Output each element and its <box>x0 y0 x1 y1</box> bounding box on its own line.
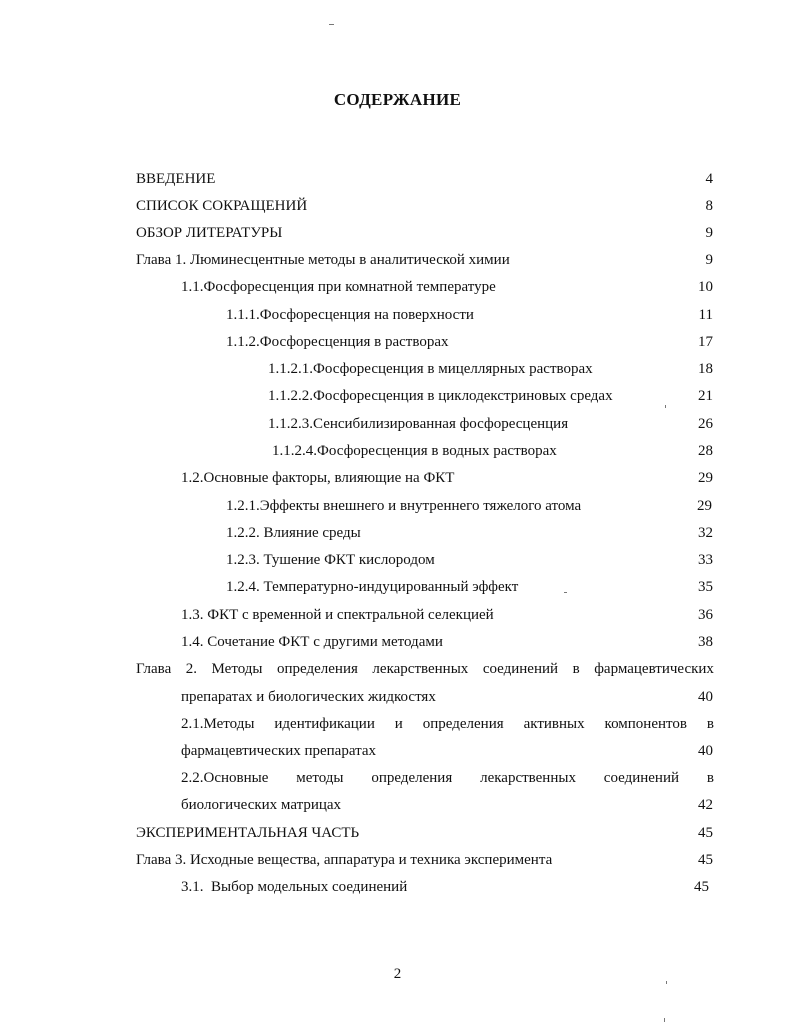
toc-entry-section-1-2-1: 1.2.1.Эффекты внешнего и внутреннего тяжелого атома <box>226 498 582 514</box>
word: в <box>572 661 580 677</box>
word: Методы <box>211 661 263 677</box>
toc-page-number: 18 <box>698 361 713 377</box>
toc-page-number: 45 <box>698 852 713 868</box>
word: 2.2.Основные <box>181 770 269 786</box>
toc-entry-section-1-3: 1.3. ФКТ с временной и спектральной селекцией <box>181 607 494 623</box>
word: компонентов <box>604 716 687 732</box>
toc-entry-section-1-4: 1.4. Сочетание ФКТ с другими методами <box>181 634 443 650</box>
toc-page-number: 10 <box>698 279 713 295</box>
toc-entry-section-1-1-2-1: 1.1.2.1.Фосфоресценция в мицеллярных растворах <box>268 361 593 377</box>
toc-page-number: 4 <box>705 171 713 187</box>
toc-entry-section-1-1-1: 1.1.1.Фосфоресценция на поверхности <box>226 307 474 323</box>
toc-entry-section-1-1-2-4: 1.1.2.4.Фосфоресценция в водных растворах <box>272 443 557 459</box>
toc-entry-section-1-1: 1.1.Фосфоресценция при комнатной температуре <box>181 279 496 295</box>
word: соединений <box>482 661 559 677</box>
scan-speck <box>665 405 666 408</box>
scan-speck <box>666 981 667 984</box>
word: и <box>394 716 403 732</box>
toc-page-number: 29 <box>698 470 713 486</box>
toc-entry-chapter-2-line1 <box>136 660 714 678</box>
word: лекарственных <box>480 770 576 786</box>
word: фармацевтических <box>594 661 714 677</box>
word: идентификации <box>274 716 375 732</box>
toc-page-number: 29 <box>697 498 712 514</box>
toc-entry-section-1-2-3: 1.2.3. Тушение ФКТ кислородом <box>226 552 435 568</box>
toc-entry-chapter-1: Глава 1. Люминесцентные методы в аналитической химии <box>136 252 510 268</box>
toc-entry-section-3-1: 3.1. Выбор модельных соединений <box>181 879 408 895</box>
toc-entry-section-1-1-2-2: 1.1.2.2.Фосфоресценция в циклодекстриновых средах <box>268 388 613 404</box>
toc-page-number: 21 <box>698 388 713 404</box>
toc-entry-section-2-1-line2: фармацевтических препаратах <box>181 743 377 759</box>
scan-speck <box>664 1018 665 1022</box>
toc-page-number: 9 <box>705 252 713 268</box>
word: соединений <box>603 770 680 786</box>
word: определения <box>422 716 504 732</box>
word: 2.1.Методы <box>181 716 255 732</box>
toc-page-number: 45 <box>694 879 709 895</box>
toc-entry-chapter-3: Глава 3. Исходные вещества, аппаратура и техника эксперимента <box>136 852 553 868</box>
toc-entry-section-1-1-2: 1.1.2.Фосфоресценция в растворах <box>226 334 449 350</box>
toc-page-number: 36 <box>698 607 713 623</box>
page-number: 2 <box>393 966 402 982</box>
toc-page-number: 45 <box>698 825 713 841</box>
toc-page-number: 38 <box>698 634 713 650</box>
toc-page-number: 28 <box>698 443 713 459</box>
toc-page-number: 11 <box>698 307 713 323</box>
toc-page-number: 26 <box>698 416 713 432</box>
toc-page-number: 40 <box>698 743 713 759</box>
word: определения <box>371 770 453 786</box>
word: 2. <box>185 661 198 677</box>
word: методы <box>296 770 344 786</box>
toc-page-number: 9 <box>705 225 713 241</box>
toc-entry-literature-review: ОБЗОР ЛИТЕРАТУРЫ <box>136 225 283 241</box>
word: лекарственных <box>372 661 469 677</box>
toc-entry-introduction: ВВЕДЕНИЕ <box>136 171 216 187</box>
toc-entry-section-1-2-2: 1.2.2. Влияние среды <box>226 525 361 541</box>
toc-page-number: 33 <box>698 552 713 568</box>
page-title: СОДЕРЖАНИЕ <box>333 90 462 109</box>
toc-page-number: 17 <box>698 334 713 350</box>
toc-page-number: 35 <box>698 579 713 595</box>
word: активных <box>523 716 585 732</box>
toc-entry-abbreviations: СПИСОК СОКРАЩЕНИЙ <box>136 198 308 214</box>
toc-entry-section-1-2-4: 1.2.4. Температурно-индуцированный эффект <box>226 579 519 595</box>
word: Глава <box>136 661 172 677</box>
toc-page-number: 8 <box>705 198 713 214</box>
scan-speck <box>564 592 567 593</box>
toc-entry-experimental-part: ЭКСПЕРИМЕНТАЛЬНАЯ ЧАСТЬ <box>136 825 360 841</box>
toc-entry-section-2-2-line2: биологических матрицах <box>181 797 342 813</box>
toc-page-number: 32 <box>698 525 713 541</box>
scan-speck <box>329 24 334 25</box>
toc-page-number: 42 <box>698 797 713 813</box>
toc-entry-section-1-2: 1.2.Основные факторы, влияющие на ФКТ <box>181 470 455 486</box>
word: определения <box>277 661 358 677</box>
toc-entry-section-2-2-line1 <box>181 769 714 787</box>
toc-entry-chapter-2-line2: препаратах и биологических жидкостях <box>181 689 436 705</box>
word: в <box>706 770 714 786</box>
toc-page-number: 40 <box>698 689 713 705</box>
word: в <box>706 716 714 732</box>
toc-entry-section-2-1-line1 <box>181 715 714 733</box>
toc-entry-section-1-1-2-3: 1.1.2.3.Сенсибилизированная фосфоресценция <box>268 416 569 432</box>
